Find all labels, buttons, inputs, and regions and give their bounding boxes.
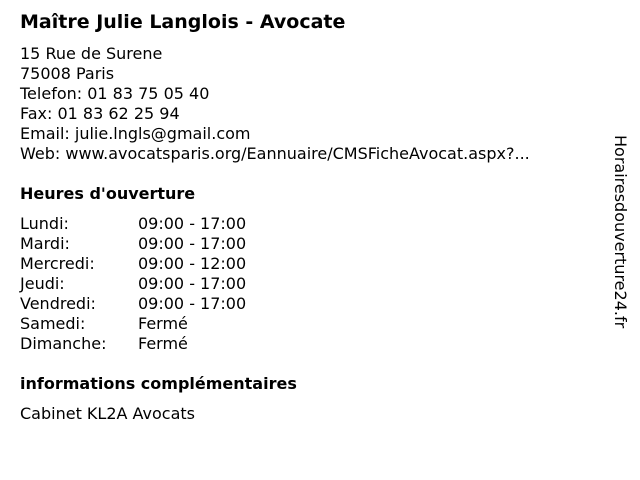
hours-row (20, 234, 246, 254)
day-hours: 09:00 - 17:00 (138, 274, 247, 293)
hours-row (20, 254, 246, 274)
additional-info-text: Cabinet KL2A Avocats (20, 404, 196, 423)
day-label: Dimanche: (20, 334, 107, 353)
phone-number: Telefon: 01 83 75 05 40 (20, 84, 210, 103)
day-label: Mardi: (20, 234, 70, 253)
day-label: Lundi: (20, 214, 69, 233)
hours-row (20, 294, 246, 314)
address-city: 75008 Paris (20, 64, 115, 83)
opening-hours-heading: Heures d'ouverture (20, 184, 196, 203)
day-hours: 09:00 - 12:00 (138, 254, 247, 273)
hours-row (20, 314, 246, 334)
email-address: Email: julie.lngls@gmail.com (20, 124, 251, 143)
day-hours: 09:00 - 17:00 (138, 294, 247, 313)
day-label: Vendredi: (20, 294, 96, 313)
day-hours: 09:00 - 17:00 (138, 214, 247, 233)
hours-row (20, 334, 246, 354)
day-hours: Fermé (138, 334, 188, 353)
additional-info-heading: informations complémentaires (20, 374, 297, 393)
day-label: Mercredi: (20, 254, 95, 273)
opening-hours-table (20, 214, 246, 354)
day-label: Jeudi: (20, 274, 65, 293)
day-hours: 09:00 - 17:00 (138, 234, 247, 253)
address-street: 15 Rue de Surene (20, 44, 163, 63)
day-label: Samedi: (20, 314, 86, 333)
page-title: Maître Julie Langlois - Avocate (20, 11, 346, 33)
contact-block (20, 44, 530, 164)
site-watermark: Horairesdouverture24.fr (611, 135, 630, 329)
day-hours: Fermé (138, 314, 188, 333)
fax-number: Fax: 01 83 62 25 94 (20, 104, 180, 123)
hours-row (20, 274, 246, 294)
website-link[interactable]: Web: www.avocatsparis.org/Eannuaire/CMSFicheAvocat.aspx?... (20, 144, 530, 163)
hours-row (20, 214, 246, 234)
